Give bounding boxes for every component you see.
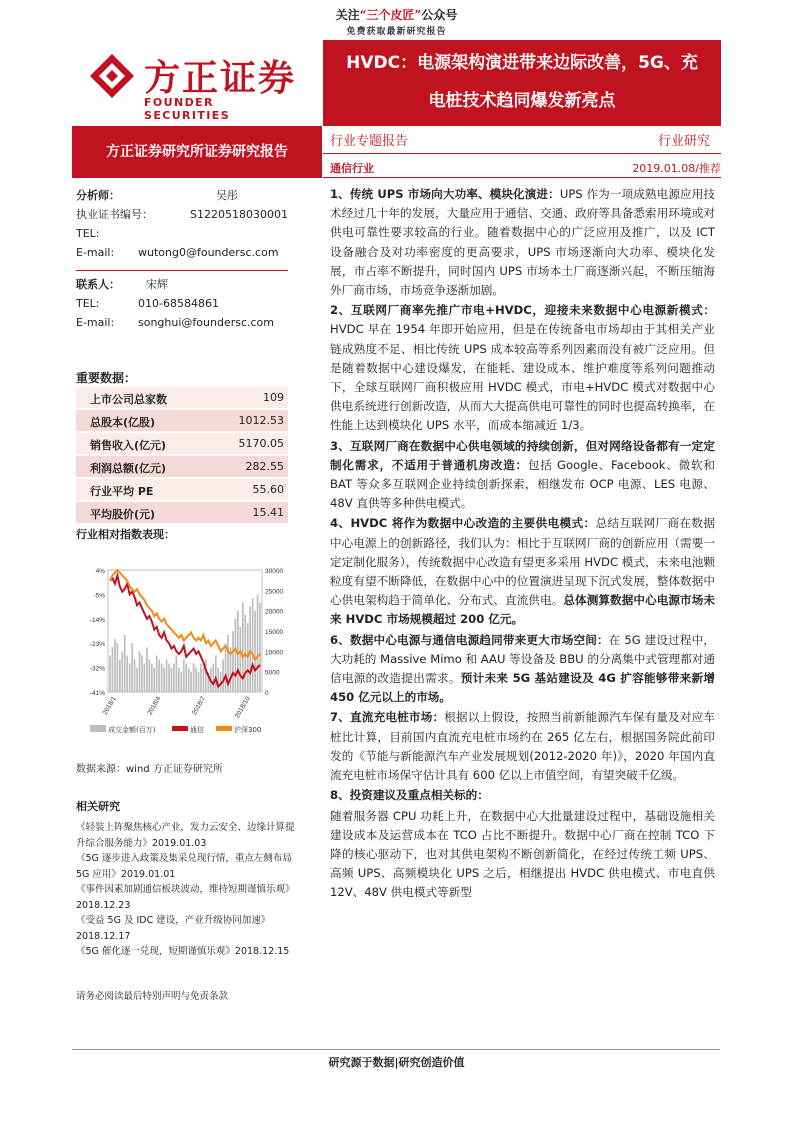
x-tick: 2018/4	[146, 695, 163, 717]
volume-bar	[203, 668, 205, 692]
report-body	[330, 185, 715, 904]
paragraph-text: 包括 Google、Facebook、微软和 BAT 等众多互联网企业持续创新探索，相继发布 OCP 电源、LES 电源、48V 直供等多种供电模式。	[330, 457, 715, 511]
cert-label: 执业证书编号：	[76, 208, 153, 221]
related-title: 相关研究	[76, 800, 120, 813]
report-type: 行业专题报告	[330, 134, 409, 149]
paragraph-heading: 2、互联网厂商率先推广市电+HVDC，迎接未来数据中心电源新模式：	[330, 303, 715, 318]
index-chart-svg	[84, 560, 288, 745]
volume-bar	[109, 655, 111, 692]
paragraph-heading: 1、传统 UPS 市场向大功率、模块化演进：	[330, 187, 560, 201]
disclaimer-note: 请务必阅读最后特别声明与免责条款	[76, 991, 229, 1002]
key-data-row	[76, 433, 288, 456]
banner-pre: 关注	[335, 8, 360, 22]
top-banner	[0, 6, 793, 23]
paragraph-text: UPS 作为一项成熟电源应用技术经过几十年的发展，大量应用于通信、交通、政府等具备悉索用环境或对供电可靠性要求较高的行业。随着数据中心的广泛应用及推广，以及 ICT 设备融合及对功率密度的更高要求，UPS 市场逐渐向大功率、模块化发展，市占率不断提升，同时国内 UPS 市场本土厂商逐渐兴起，不断压缩海外厂商市场，市场竞争逐渐加剧。	[330, 187, 715, 298]
volume-bar	[183, 659, 185, 692]
legend-swatch	[90, 725, 106, 732]
volume-bar	[205, 659, 207, 692]
report-title-line2: 电桩技术趋同爆发新亮点	[428, 91, 616, 111]
volume-bar	[185, 664, 187, 692]
paragraph-heading: 4、HVDC 将作为数据中心改造的主要供电模式：	[330, 516, 596, 531]
volume-bar	[215, 655, 217, 692]
volume-bar	[200, 664, 202, 692]
paragraph-heading: 3、互联网厂商在数据中心供电领域的持续创新，但对网络设备都有一定定制化需求，不适用于普通机房改造：	[330, 438, 715, 472]
volume-bar	[136, 668, 138, 692]
logo-text-en: FOUNDER SECURITIES	[144, 96, 231, 122]
key-data-label: 上市公司总家数	[90, 393, 167, 406]
body-paragraph	[330, 786, 715, 805]
key-data-row	[76, 387, 288, 410]
key-data-row	[76, 502, 288, 525]
y-right-tick: 25000	[265, 588, 284, 596]
volume-bar	[168, 664, 170, 692]
y-left-tick: -5%	[93, 592, 105, 600]
key-data-row	[76, 410, 288, 433]
volume-bar	[212, 664, 214, 692]
body-paragraph	[330, 301, 715, 435]
volume-bar	[254, 611, 256, 692]
left-header: 方正证券研究所证券研究报告	[72, 126, 322, 178]
related-item[interactable]: 《轻装上阵聚焦核心产业，发力云安全、边缘计算提升综合服务能力》2019.01.03	[76, 822, 295, 849]
volume-bar	[141, 655, 143, 692]
volume-bar	[148, 659, 150, 692]
founder-logo-icon	[90, 54, 134, 98]
related-item[interactable]: 《5G 催化逐一兑现，短期谨慎乐观》2018.12.15	[76, 946, 290, 957]
report-title	[323, 40, 721, 126]
volume-bar	[146, 647, 148, 692]
contact-tel-label: TEL:	[76, 297, 100, 310]
key-data-label: 利润总额(亿元)	[90, 462, 167, 475]
legend-label: 成交金额(百万)	[108, 726, 156, 734]
paragraph-text: 根据以上假设，按照当前新能源汽车保有量及对应车桩比计算，目前国内直流充电桩市场约在 265 亿左右，根据国务院此前印发的《节能与新能源汽车产业发展规划(2012-2020 年)》，2020 年国内直流充电桩市场保守估计具有 600 亿以上市值空间，有望突破千亿级。	[330, 710, 715, 783]
volume-bar	[257, 594, 259, 692]
key-data-table	[76, 369, 288, 525]
sub-header	[330, 130, 710, 152]
volume-bar	[193, 664, 195, 692]
y-right-tick: 10000	[265, 649, 284, 657]
volume-bar	[259, 603, 261, 692]
paragraph-conclusion: 预计未来 5G 基站建设及 4G 扩容能够带来新增 450 亿元以上的市场。	[330, 671, 715, 705]
analyst-email: wutong0@foundersc.com	[138, 246, 279, 259]
volume-bar	[158, 659, 160, 692]
volume-bar	[222, 659, 224, 692]
footer-divider	[72, 1049, 720, 1050]
volume-bar	[119, 659, 121, 692]
x-tick: 2018/1	[101, 695, 118, 717]
analyst-info	[76, 186, 288, 332]
volume-bar	[225, 643, 227, 692]
volume-bar	[188, 668, 190, 692]
analyst-tel-label: TEL:	[76, 227, 100, 240]
volume-bar	[190, 672, 192, 692]
x-tick: 2018/10	[233, 695, 252, 720]
y-right-tick: 20000	[265, 608, 284, 616]
legend-swatch	[172, 726, 188, 731]
key-data-title: 重要数据：	[76, 371, 137, 385]
y-left-tick: -14%	[89, 616, 105, 624]
volume-bar	[156, 655, 158, 692]
banner-highlight: “三个皮匠”	[359, 8, 422, 22]
volume-bar	[126, 655, 128, 692]
y-right-tick: 5000	[265, 669, 280, 677]
key-data-row	[76, 479, 288, 502]
paragraph-text: 在 5G 建设过程中，大功耗的 Massive Mimo 和 AAU 等设备及 BBU 的分离集中式管理都对通信电源的改造提出需求。	[330, 632, 715, 686]
volume-bar	[131, 643, 133, 692]
analyst-label: 分析师：	[76, 189, 120, 202]
volume-bar	[198, 672, 200, 692]
key-data-value: 15.41	[252, 506, 284, 519]
paragraph-conclusion: 总体测算数据中心电源市场未来 HVDC 市场规模超过 200 亿元。	[330, 593, 715, 627]
contact-name: 宋辉	[146, 278, 168, 291]
volume-bar	[112, 647, 114, 692]
y-left-tick: -23%	[89, 641, 105, 649]
volume-bar	[195, 668, 197, 692]
volume-bar	[117, 643, 119, 692]
volume-bar	[124, 635, 126, 692]
key-data-label: 销售收入(亿元)	[90, 439, 167, 452]
perf-title: 行业相对指数表现：	[76, 528, 175, 541]
logo-text-cn: 方正证券	[144, 58, 297, 99]
report-title-line1: HVDC：电源架构演进带来边际改善，5G、充	[346, 53, 698, 73]
body-paragraph	[330, 631, 715, 708]
founder-logo	[90, 50, 305, 122]
volume-bar	[180, 672, 182, 692]
divider	[76, 270, 288, 271]
volume-bar	[166, 659, 168, 692]
chart-source: 数据来源：wind 方正证券研究所	[76, 764, 223, 775]
contact-email-label: E-mail:	[76, 316, 115, 329]
x-tick: 2018/7	[191, 695, 208, 717]
key-data-value: 1012.53	[238, 414, 284, 427]
key-data-value: 282.55	[245, 460, 284, 473]
y-left-tick: -41%	[89, 690, 105, 697]
y-right-tick: 0	[265, 690, 269, 697]
analyst-name: 吴彤	[216, 189, 238, 202]
contact-email: songhui@foundersc.com	[138, 316, 275, 329]
volume-bar	[161, 664, 163, 692]
paragraph-heading: 6、数据中心电源与通信电源趋同带来更大市场空间：	[330, 632, 609, 647]
key-data-row	[76, 456, 288, 479]
volume-bar	[249, 607, 251, 692]
volume-bar	[173, 664, 175, 692]
volume-bar	[139, 651, 141, 692]
volume-bar	[252, 598, 254, 692]
contact-tel: 010-68584861	[138, 297, 219, 310]
index-chart	[84, 560, 288, 745]
volume-bar	[114, 639, 116, 692]
volume-bar	[178, 668, 180, 692]
volume-bar	[153, 668, 155, 692]
cert-number: S1220518030001	[190, 208, 288, 221]
related-item[interactable]: 《事件因素加剧通信板块波动，维持短期谨慎乐观》2018.12.23	[76, 884, 295, 911]
legend-swatch	[216, 726, 232, 731]
banner-post: 公众号	[421, 8, 458, 22]
paragraph-text: 总结互联网厂商在数据中心电源上的创新路径，我们认为：相比于互联网厂商的创新应用（需要一定定制化服务），传统数据中心改造有望更多采用 HVDC 模式，未来电池颗粒度有望不断降低，在数据中心中的位置演进呈现下沉式发展，整体数据中心供电架构趋于简单化、分布式、直流供电。	[330, 516, 715, 608]
body-paragraph	[330, 514, 715, 629]
volume-bar	[121, 651, 123, 692]
key-data-value: 55.60	[252, 483, 284, 496]
related-item[interactable]: 《5G 逐步进入政策及集采兑现行情，重点左侧布局 5G 应用》2019.01.01	[76, 853, 292, 880]
paragraph-text: 随着服务器 CPU 功耗上升，在数据中心大批量建设过程中，基础设施相关建设成本及运营成本在 TCO 占比不断提升。数据中心厂商在控制 TCO 下降的核心驱动下，也对其供电架构不断创新简化，在经过传统工频 UPS、高频 UPS、高频模块化 UPS 之后，相继提出 HVDC 供电模式、市电直供 12V、48V 供电模式等新型	[330, 808, 715, 900]
y-left-tick: -32%	[89, 665, 105, 673]
paragraph-heading: 8、投资建议及重点相关标的：	[330, 788, 489, 803]
volume-bar	[232, 631, 234, 692]
body-paragraph	[330, 708, 715, 785]
legend-label: 沪深300	[234, 726, 262, 734]
y-right-tick: 30000	[265, 568, 284, 575]
divider	[323, 177, 721, 178]
report-kind: 行业研究	[657, 134, 710, 149]
related-item[interactable]: 《受益 5G 及 IDC 建设，产业升级协同加速》2018.12.17	[76, 915, 271, 942]
divider	[323, 153, 721, 154]
y-right-tick: 15000	[265, 629, 284, 636]
volume-bar	[151, 664, 153, 692]
paragraph-text: HVDC 早在 1954 年即开始应用，但是在传统备电市场却由于其相关产业链成熟度不足、相比传统 UPS 成本较高等系列因素而没有被广泛应用。但是随着数据中心建设爆发，在能耗、建设成本、维护难度等系列问题推动下，全球互联网厂商积极应用 HVDC 模式，市电+HVDC 模式对数据中心供电系统进行创新改造，从而大大提高供电可靠性的同时也提高转换率，在性能上达到模块化 UPS 水平，而成本缩减近 1/3。	[330, 322, 715, 433]
report-date: 2019.01.08/推荐	[632, 162, 721, 175]
body-paragraph	[330, 185, 715, 300]
volume-bar	[129, 664, 131, 692]
contact-label: 联系人：	[76, 278, 120, 291]
paragraph-heading: 7、直流充电桩市场：	[330, 710, 445, 725]
key-data-value: 5170.05	[238, 437, 284, 450]
volume-bar	[163, 668, 165, 692]
key-data-value: 109	[263, 391, 284, 404]
analyst-email-label: E-mail:	[76, 246, 115, 259]
legend-label: 通信	[190, 726, 204, 734]
related-list	[76, 820, 301, 960]
key-data-label: 总股本(亿股)	[90, 416, 156, 429]
volume-bar	[171, 668, 173, 692]
sector-label: 通信行业	[330, 162, 374, 175]
banner-subtitle: 免费获取最新研究报告	[346, 27, 447, 37]
y-left-tick: 4%	[95, 568, 105, 575]
volume-bar	[217, 668, 219, 692]
key-data-label: 行业平均 PE	[90, 485, 154, 498]
volume-bar	[239, 627, 241, 692]
footer-slogan: 研究源于数据|研究创造价值	[328, 1056, 465, 1069]
volume-bar	[176, 655, 178, 692]
volume-bar	[134, 659, 136, 692]
body-paragraph	[330, 437, 715, 514]
volume-bar	[235, 619, 237, 692]
volume-bar	[144, 664, 146, 692]
body-paragraph	[330, 807, 715, 903]
key-data-label: 平均股价(元)	[90, 508, 156, 521]
